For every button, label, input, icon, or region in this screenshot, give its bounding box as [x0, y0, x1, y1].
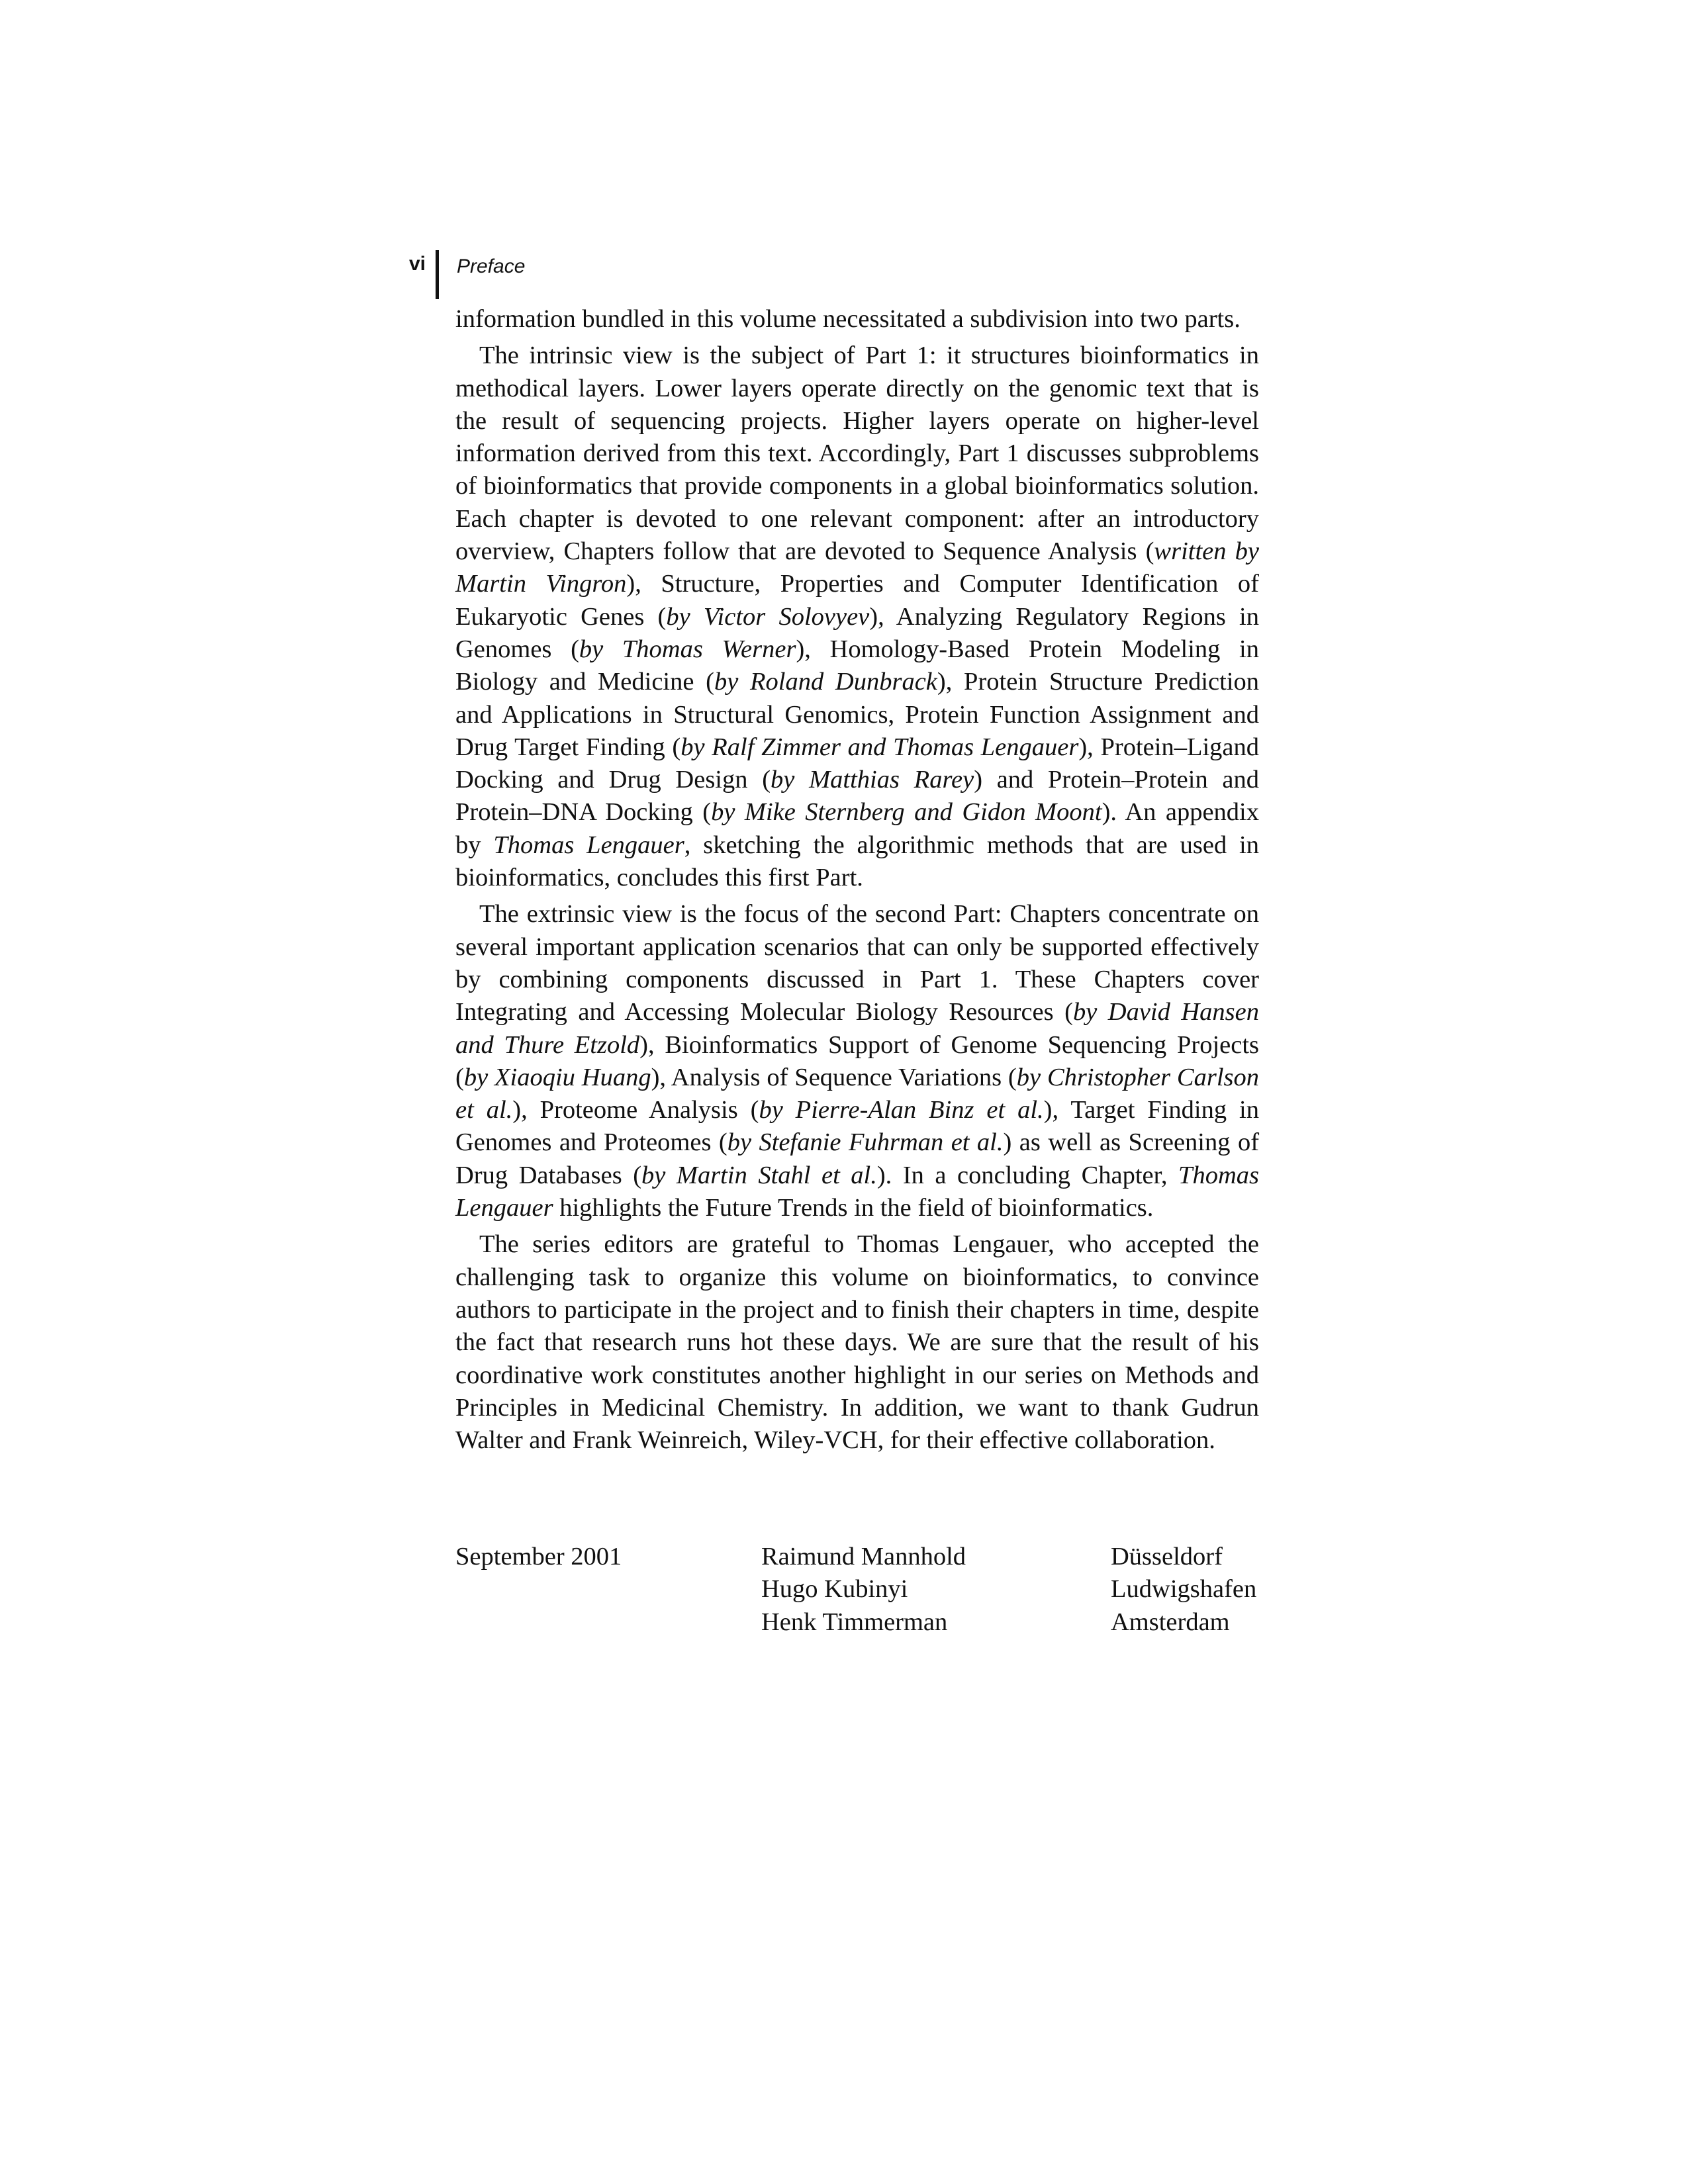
author-credit: by Roland Dunbrack — [714, 668, 937, 696]
author-credit: by Ralf Zimmer and Thomas Lengauer — [680, 733, 1079, 761]
author-credit: by Matthias Rarey — [771, 766, 974, 794]
paragraph-text: ), Target Finding in Genomes and Proteomes ( — [455, 1096, 1259, 1157]
author-credit: written by Martin Vingron — [455, 537, 1259, 598]
paragraph-text: , sketching the algorithmic methods that are used in bioinformatics, concludes this first Part. — [455, 831, 1260, 892]
paragraph-text: ), Proteome Analysis ( — [512, 1096, 759, 1124]
paragraph — [455, 898, 1259, 1224]
paragraph-text: ), Protein–Ligand Docking and Drug Design ( — [455, 733, 1259, 794]
author-credit: by Stefanie Fuhrman et al. — [727, 1128, 1004, 1157]
paragraph-text: ). In a concluding Chapter, — [876, 1161, 1179, 1189]
editor-name: Hugo Kubinyi — [761, 1575, 908, 1604]
paragraph-text: The extrinsic view is the focus of the second Part: Chapters concentrate on several important application scenarios that can only be supported effectively by combining components discussed in Part 1. These Chapters cover Integrating and Accessing Molecular Biology Resources ( — [455, 900, 1259, 1026]
paragraph — [455, 340, 1259, 894]
paragraph-text: ), Structure, Properties and Computer Identification of Eukaryotic Genes ( — [455, 570, 1260, 631]
author-credit: by Mike Sternberg and Gidon Moont — [711, 798, 1102, 827]
paragraph-text: ), Bioinformatics Support of Genome Sequencing Projects ( — [455, 1030, 1259, 1091]
header-rule — [436, 250, 439, 299]
paragraph — [455, 303, 1259, 336]
page-number: vi — [409, 253, 426, 275]
paragraph-text: ) as well as Screening of Drug Databases ( — [455, 1128, 1260, 1189]
signature-date: September 2001 — [455, 1543, 622, 1570]
paragraph-text: The intrinsic view is the subject of Part 1: it structures bioinformatics in methodical layers. Lower layers operate directly on the genomic text that is the result of sequencing projects. Higher layers operate on higher-level information derived from this text. Accordingly, Part 1 discusses subproblems of bioinformatics that provide components in a global bioinformatics solution. Each chapter is devoted to one relevant component: after an introductory overview, Chapters follow that are devoted to Sequence Analysis ( — [455, 341, 1259, 566]
signature-block — [455, 1541, 1259, 1647]
author-credit: by Christopher Carlson et al. — [455, 1063, 1259, 1124]
paragraph-text: ), Homology-Based Protein Modeling in Biology and Medicine ( — [455, 635, 1259, 696]
editor-city: Düsseldorf — [1111, 1543, 1223, 1570]
paragraph-text: ), Analyzing Regulatory Regions in Genomes ( — [455, 602, 1259, 663]
author-credit: Thomas Lengauer — [455, 1161, 1259, 1222]
author-credit: by Martin Stahl et al. — [641, 1161, 877, 1189]
author-credit: by Pierre-Alan Binz et al. — [759, 1096, 1044, 1124]
paragraph-text: information bundled in this volume necessitated a subdivision into two parts. — [455, 305, 1241, 333]
editor-name: Henk Timmerman — [761, 1608, 948, 1636]
author-credit: by Thomas Werner — [579, 635, 796, 663]
editor-city: Amsterdam — [1111, 1608, 1230, 1636]
paragraph-text: The series editors are grateful to Thomas Lengauer, who accepted the challenging task to organize this volume on bioinformatics, to convince authors to participate in the project and to finish their chapters in time, despite the fact that research runs hot these days. We are sure that the result of his coordinative work constitutes another highlight in our series on Methods and Principles in Medicinal Chemistry. In addition, we want to thank Gudrun Walter and Frank Weinreich, Wiley-VCH, for their effective collaboration. — [455, 1230, 1259, 1455]
editor-city: Ludwigshafen — [1111, 1575, 1257, 1604]
paragraph-text: highlights the Future Trends in the field of bioinformatics. — [553, 1194, 1154, 1222]
author-credit: by Xiaoqiu Huang — [463, 1063, 651, 1091]
author-credit: by Victor Solovyev — [666, 602, 870, 631]
paragraph-text: ), Protein Structure Prediction and Applications in Structural Genomics, Protein Function Assignment and Drug Target Finding ( — [455, 668, 1260, 761]
author-credit: Thomas Lengauer — [493, 831, 684, 859]
running-head: Preface — [457, 255, 526, 277]
editor-name: Raimund Mannhold — [761, 1543, 966, 1570]
text-block — [455, 303, 1259, 1457]
editor-cities — [1111, 1541, 1256, 1639]
paragraph-text: ), Analysis of Sequence Variations ( — [651, 1063, 1017, 1091]
paragraph — [455, 1228, 1259, 1457]
editor-names — [761, 1541, 966, 1639]
author-credit: by David Hansen and Thure Etzold — [455, 998, 1259, 1059]
paragraph-text: ). An appendix by — [455, 798, 1259, 859]
paragraph-text: ) and Protein–Protein and Protein–DNA Docking ( — [455, 766, 1259, 827]
